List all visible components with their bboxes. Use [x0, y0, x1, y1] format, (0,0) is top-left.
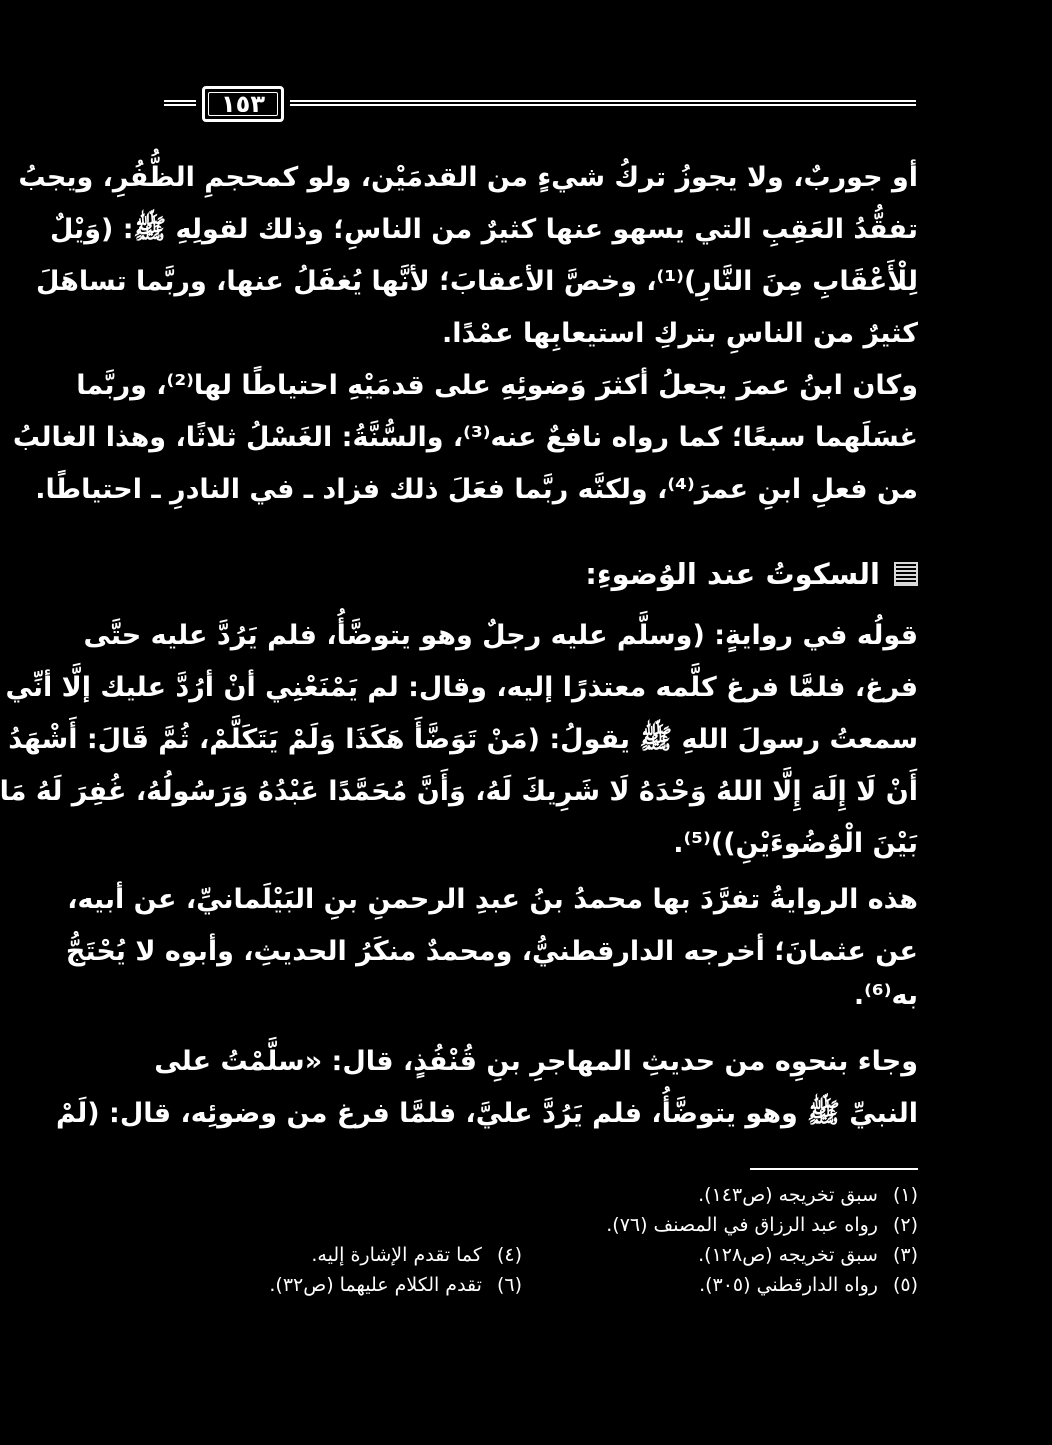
footnote-number: (٣) — [892, 1244, 918, 1266]
text-line: وكان ابنُ عمرَ يجعلُ أكثرَ وَضوئِهِ على قدمَيْهِ احتياطًا لها⁽²⁾، وربَّما — [76, 370, 918, 401]
text-line: عن عثمانَ؛ أخرجه الدارقطنيُّ، ومحمدٌ منكَرُ الحديثِ، وأبوه لا يُحْتَجُّ — [65, 936, 918, 967]
text-line: هذه الروايةُ تفرَّدَ بها محمدُ بنُ عبدِ الرحمنِ بنِ البَيْلَمانيِّ، عن أبيه، — [67, 884, 918, 915]
text-line: به⁽⁶⁾. — [853, 980, 918, 1011]
text-line: قولُه في روايةٍ: (وسلَّم عليه رجلٌ وهو يتوضَّأُ، فلم يَرُدَّ عليه حتَّى — [83, 620, 918, 651]
text-line: تفقُّدُ العَقِبِ التي يسهو عنها كثيرٌ من الناسِ؛ وذلك لقولِهِ ﷺ: (وَيْلٌ — [49, 214, 918, 245]
ornament-icon — [894, 562, 918, 586]
footnote-text: رواه الدارقطني (٣٠٥). — [699, 1274, 878, 1296]
footnote-number: (٦) — [496, 1274, 522, 1296]
text-line: بَيْنَ الْوُضُوءَيْنِ))⁽⁵⁾. — [673, 828, 918, 859]
text-line: من فعلِ ابنِ عمرَ⁽⁴⁾، ولكنَّه ربَّما فعَلَ ذلك فزاد ـ في النادرِ ـ احتياطًا. — [35, 474, 918, 505]
footnote — [162, 1240, 522, 1270]
footnote-row — [162, 1270, 918, 1300]
header-rule-right — [290, 100, 916, 106]
footnote — [558, 1180, 918, 1210]
paragraph-3 — [0, 610, 918, 870]
footnotes — [162, 1180, 918, 1300]
paragraph-1 — [18, 152, 918, 360]
text-line: النبيِّ ﷺ وهو يتوضَّأُ، فلم يَرُدَّ عليَّ، فلمَّا فرغ من وضوئِه، قال: (لَمْ — [55, 1098, 918, 1129]
section-heading-text: السكوتُ عند الوُضوءِ: — [585, 557, 880, 591]
text-line: سمعتُ رسولَ اللهِ ﷺ يقولُ: (مَنْ تَوَضَّأَ هَكَذَا وَلَمْ يَتَكَلَّمْ، ثُمَّ قَالَ: أَشْهَدُ — [8, 724, 918, 755]
text-line: أَنْ لَا إِلَهَ إِلَّا اللهُ وَحْدَهُ لَا شَرِيكَ لَهُ، وَأَنَّ مُحَمَّدًا عَبْدُهُ وَرَسُولُهُ، غُفِرَ لَهُ مَا — [0, 776, 918, 807]
text-line: لِلْأَعْقَابِ مِنَ النَّارِ)⁽¹⁾، وخصَّ الأعقابَ؛ لأنَّها يُغفَلُ عنها، وربَّما تساهَلَ — [36, 266, 918, 297]
paragraph-4 — [65, 874, 918, 1014]
footnote-number: (٥) — [892, 1274, 918, 1296]
header-rule-left — [164, 100, 196, 106]
paragraph-5 — [55, 1036, 918, 1140]
footnote-number: (٤) — [496, 1244, 522, 1266]
paragraph-2 — [12, 360, 918, 516]
footnote — [162, 1210, 522, 1240]
section-heading — [585, 548, 918, 600]
footnote — [558, 1240, 918, 1270]
footnote-text: سبق تخريجه (ص١٤٣). — [698, 1184, 878, 1206]
footnote — [558, 1270, 918, 1300]
text-line: غسَلَهما سبعًا؛ كما رواه نافعٌ عنه⁽³⁾، والسُّنَّةُ: الغَسْلُ ثلاثًا، وهذا الغالبُ — [12, 422, 918, 453]
page-number: ١٥٣ — [221, 90, 265, 118]
footnote-text: سبق تخريجه (ص١٢٨). — [698, 1244, 878, 1266]
footnote — [558, 1210, 918, 1240]
footnote-text: رواه عبد الرزاق في المصنف (٧٦). — [606, 1214, 878, 1236]
page-header — [164, 86, 916, 126]
text-line: أو جوربٌ، ولا يجوزُ تركُ شيءٍ من القدمَيْن، ولو كمحجمِ الظُّفُرِ، ويجبُ — [18, 162, 918, 193]
footnote — [162, 1180, 522, 1210]
footnote-row — [162, 1180, 918, 1210]
footnote-row — [162, 1210, 918, 1240]
text-line: وجاء بنحوِه من حديثِ المهاجرِ بنِ قُنْفُذٍ، قال: «سلَّمْتُ على — [154, 1046, 918, 1077]
footnote-text: كما تقدم الإشارة إليه. — [311, 1244, 482, 1266]
page-number-frame — [202, 86, 284, 122]
footnote-number: (٢) — [892, 1214, 918, 1236]
footnote-row — [162, 1240, 918, 1270]
text-line: فرغ، فلمَّا فرغ كلَّمه معتذرًا إليه، وقال: لم يَمْنَعْنِي أنْ أرُدَّ عليك إلَّا أنِّي — [5, 672, 918, 703]
text-line: كثيرٌ من الناسِ بتركِ استيعابِها عمْدًا. — [441, 318, 918, 349]
footnote-text: تقدم الكلام عليهما (ص٣٢). — [269, 1274, 482, 1296]
footnote — [162, 1270, 522, 1300]
footnote-number: (١) — [892, 1184, 918, 1206]
footnote-separator — [750, 1168, 918, 1170]
